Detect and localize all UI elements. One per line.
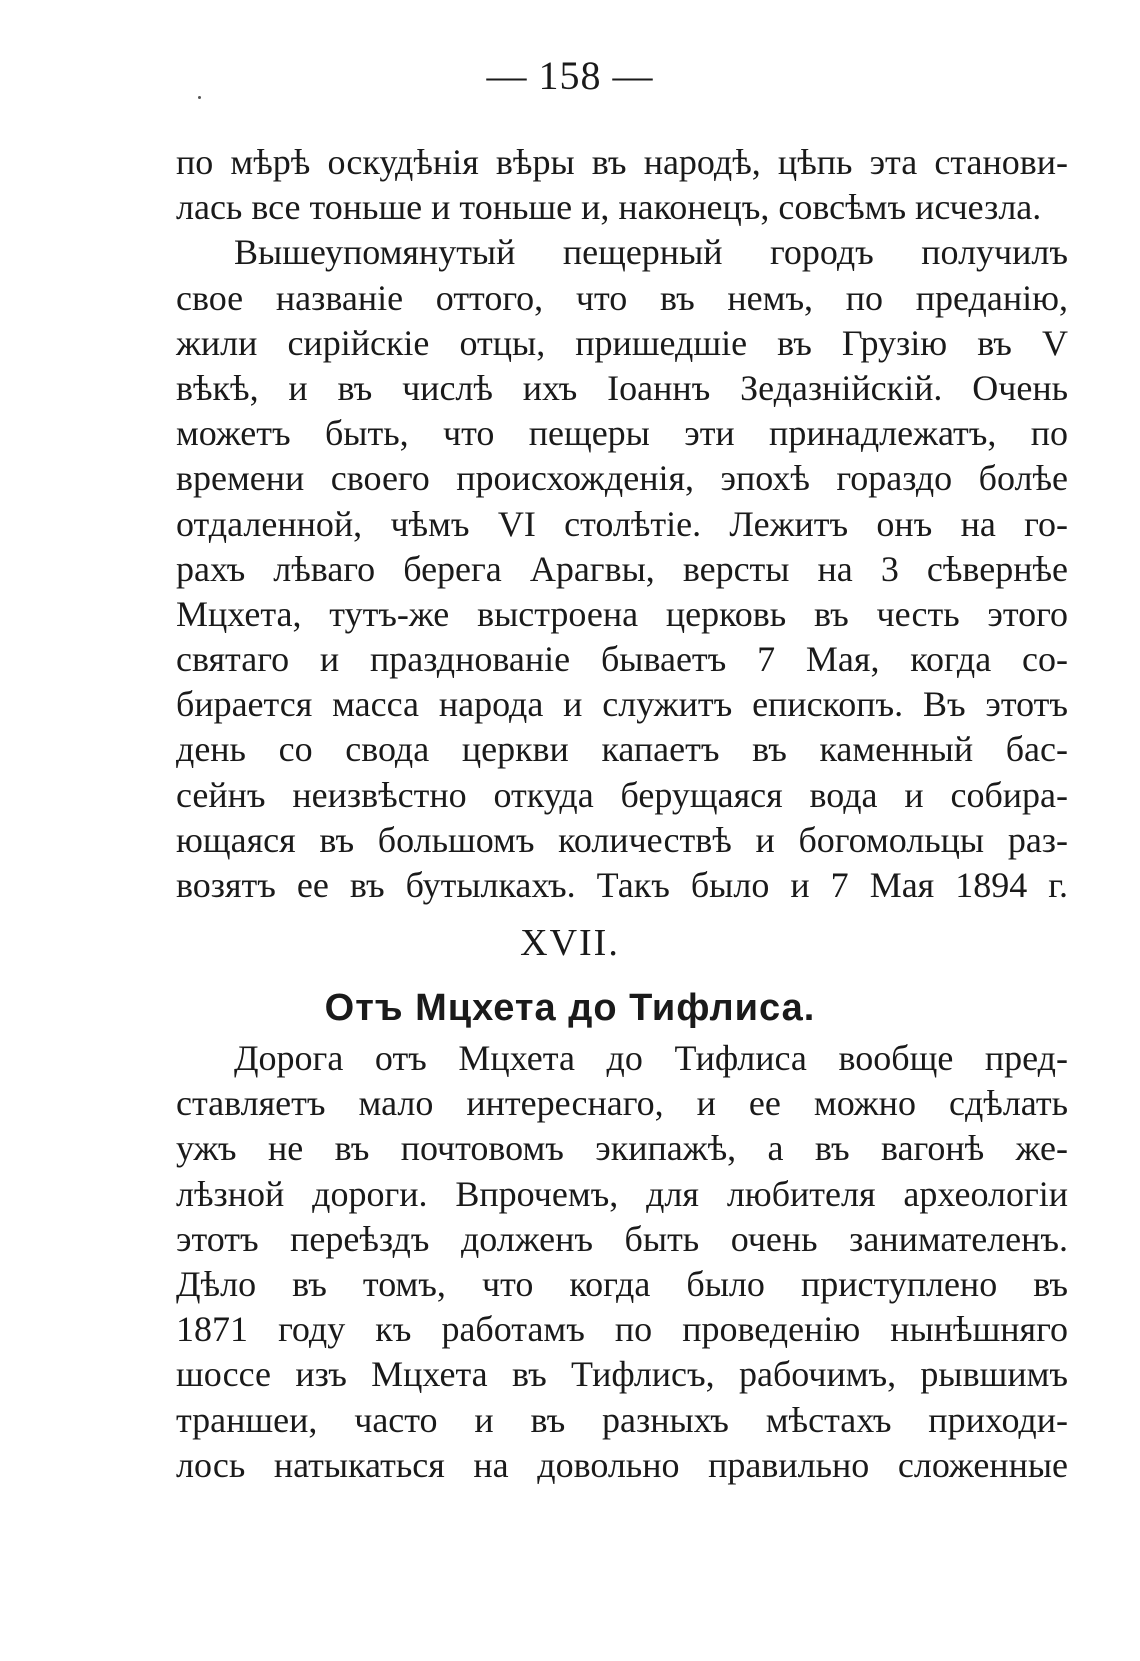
text-line: святаго и празднованіе бываетъ 7 Мая, когда со- xyxy=(176,639,1068,680)
text-line: отдаленной, чѣмъ VI столѣтіе. Лежитъ онъ на го- xyxy=(176,503,1068,544)
text-line: Дѣло въ томъ, что когда было приступлено въ xyxy=(176,1263,1068,1304)
text-line: ющаяся въ большомъ количествѣ и богомольцы раз- xyxy=(176,819,1068,860)
text-line: этотъ переѣздъ долженъ быть очень занимателенъ. xyxy=(176,1218,1068,1259)
text-line: бирается масса народа и служитъ епископъ. Въ этотъ xyxy=(176,684,1068,725)
text-line: лось натыкаться на довольно правильно сложенные xyxy=(176,1444,1068,1485)
text-line: свое названіе оттого, что въ немъ, по преданію, xyxy=(176,277,1068,318)
text-line: лѣзной дороги. Впрочемъ, для любителя археологіи xyxy=(176,1173,1068,1214)
text-line: сейнъ неизвѣстно откуда берущаяся вода и собира- xyxy=(176,774,1068,815)
text-line: шоссе изъ Мцхета въ Тифлисъ, рабочимъ, рывшимъ xyxy=(176,1354,1068,1395)
text-line: по мѣрѣ оскудѣнія вѣры въ народѣ, цѣпь эта станови- xyxy=(176,142,1068,182)
text-line: лась все тоньше и тоньше и, наконецъ, совсѣмъ исчезла. xyxy=(176,187,1042,228)
text-line: возятъ ее въ бутылкахъ. Такъ было и 7 Мая 1894 г. xyxy=(176,865,1068,905)
text-line: ставляетъ мало интереснаго, и ее можно сдѣлать xyxy=(176,1083,1068,1124)
text-line: рахъ лѣваго берега Арагвы, версты на 3 сѣвернѣе xyxy=(176,548,1068,589)
section-title: Отъ Мцхета до Тифлиса. xyxy=(324,987,816,1029)
text-line: Вышеупомянутый пещерный городъ получилъ xyxy=(234,232,1068,273)
paragraph-block-top xyxy=(176,140,1068,908)
section-number: XVII. xyxy=(520,922,620,964)
text-line: Мцхета, тутъ-же выстроена церковь въ честь этого xyxy=(176,593,1068,634)
text-line: Дорога отъ Мцхета до Тифлиса вообще пред- xyxy=(234,1038,1068,1078)
text-line: можетъ быть, что пещеры эти принадлежатъ, по xyxy=(176,413,1068,454)
text-line: день со свода церкви капаетъ въ каменный бас- xyxy=(176,729,1068,770)
text-line: ужъ не въ почтовомъ экипажѣ, а въ вагонѣ же- xyxy=(176,1128,1068,1169)
text-line: траншеи, часто и въ разныхъ мѣстахъ приходи- xyxy=(176,1399,1068,1440)
text-line: 1871 году къ работамъ по проведенію нынѣшняго xyxy=(176,1309,1068,1350)
text-line: времени своего происхожденія, эпохѣ гораздо болѣе xyxy=(176,458,1068,499)
text-line: вѣкѣ, и въ числѣ ихъ Іоаннъ Зедазнійскій. Очень xyxy=(176,367,1068,408)
paragraph-block-bottom xyxy=(176,1036,1068,1488)
text-line: жили сирійскіе отцы, пришедшіе въ Грузію въ V xyxy=(176,322,1068,363)
page-number: — 158 — xyxy=(486,53,654,98)
